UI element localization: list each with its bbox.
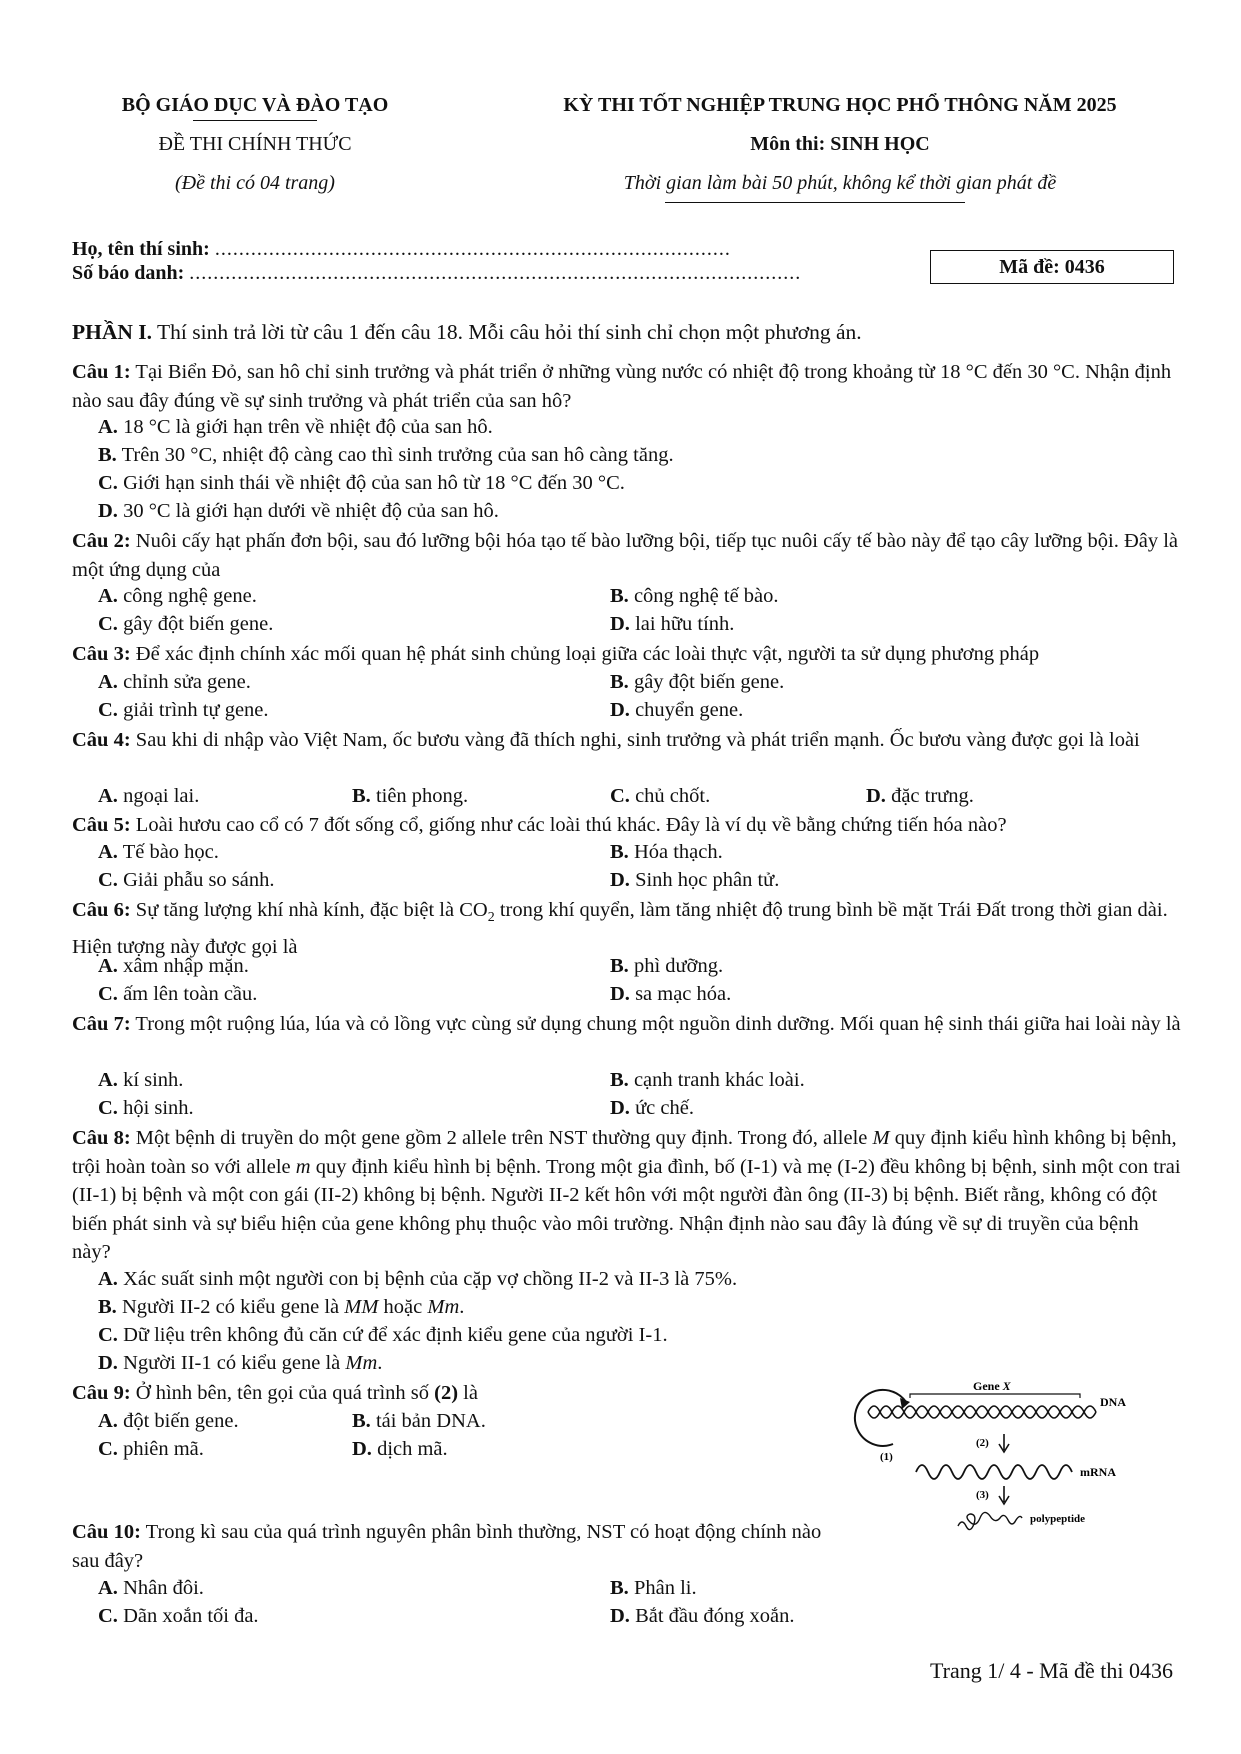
q2-option-b: B. công nghệ tế bào. (610, 585, 779, 607)
mrna-strand (916, 1465, 1072, 1479)
part1-instruction (72, 318, 1182, 347)
question-10 (72, 1518, 832, 1575)
q6-option-b: B. phì dưỡng. (610, 955, 724, 977)
q8-option-d: D. Người II-1 có kiểu gene là Mm. (98, 1352, 383, 1374)
q3-option-d: D. chuyển gene. (610, 699, 744, 721)
q3-option-c: C. giải trình tự gene. (98, 699, 269, 721)
q5-option-d: D. Sinh học phân tử. (610, 869, 780, 891)
q7-option-c: C. hội sinh. (98, 1097, 194, 1119)
question-number: Câu 8: (72, 1127, 131, 1149)
polypeptide-chain (958, 1512, 1022, 1529)
q4-option-a: A. ngoại lai. (98, 785, 200, 807)
question-number: Câu 10: (72, 1521, 141, 1543)
q3-option-a: A. chỉnh sửa gene. (98, 671, 251, 693)
candidate-name-label: Họ, tên thí sinh: (72, 238, 210, 260)
question-text: Trong một ruộng lúa, lúa và cỏ lồng vực cùng sử dụng chung một nguồn dinh dưỡng. Mối quan hệ sinh thái giữa hai loài này là (130, 1013, 1181, 1035)
q9-option-d: D. dịch mã. (352, 1438, 448, 1460)
question-text-cont: trong khí quyển, làm tăng nhiệt độ trung bình bề mặt Trái Đất trong thời gian dài. Hiện tượng này được gọi là (72, 899, 1168, 958)
ministry-name: BỘ GIÁO DỤC VÀ ĐÀO TẠO (121, 94, 389, 116)
q10-option-d: D. Bắt đầu đóng xoắn. (610, 1605, 795, 1627)
process-3-label: (3) (976, 1489, 989, 1501)
question-text: Sự tăng lượng khí nhà kính, đặc biệt là CO (130, 899, 488, 921)
question-number: Câu 1: (72, 361, 131, 383)
question-8: Câu 8: Một bệnh di truyền do một gene gồm 2 allele trên NST thường quy định. Trong đó, allele M quy định kiểu hình không bị bệnh, trội hoàn toàn so với allele m quy định kiểu hình bị bệnh. Trong một gia đình, bố (I-1) và mẹ (I-2) đều không bị bệnh, sinh một con trai (II-1) bị bệnh và một con gái (II-2) không bị bệnh. Người II-2 kết hôn với một người đàn ông (II-3) bị bệnh. Biết rằng, không có đột biến phát sinh và sự biểu hiện của gene không phụ thuộc vào môi trường. Nhận định nào sau đây là đúng về sự di truyền của bệnh này? (72, 1127, 1181, 1263)
q5-option-c: C. Giải phẫu so sánh. (98, 869, 275, 891)
official-label: ĐỀ THI CHÍNH THỨC (158, 133, 352, 155)
gene-expression-figure (848, 1378, 1178, 1548)
translation-arrow (999, 1486, 1009, 1504)
q7-option-b: B. cạnh tranh khác loài. (610, 1069, 805, 1091)
gene-bracket (910, 1394, 1080, 1398)
time-underline (665, 202, 965, 203)
question-4 (72, 726, 1182, 755)
q8-option-a: A. Xác suất sinh một người con bị bệnh của cặp vợ chồng II-2 và II-3 là 75%. (98, 1268, 738, 1290)
question-text: Sau khi di nhập vào Việt Nam, ốc bươu vàng đã thích nghi, sinh trưởng và phát triển mạnh. Ốc bươu vàng được gọi là loài (130, 729, 1140, 751)
part1-label: PHẦN I. (72, 320, 153, 344)
question-2 (72, 527, 1182, 584)
q6-option-d: D. sa mạc hóa. (610, 983, 732, 1005)
q10-option-b: B. Phân li. (610, 1577, 697, 1599)
part1-text: Thí sinh trả lời từ câu 1 đến câu 18. Mỗi câu hỏi thí sinh chỉ chọn một phương án. (152, 320, 862, 344)
q5-option-b: B. Hóa thạch. (610, 841, 723, 863)
candidate-id-dots: ...................................................................................................... (189, 262, 802, 284)
polypeptide-label: polypeptide (1030, 1513, 1086, 1525)
candidate-id-field (72, 262, 801, 285)
candidate-id-label: Số báo danh: (72, 262, 185, 284)
q9-option-c: C. phiên mã. (98, 1438, 204, 1460)
q7-option-a: A. kí sinh. (98, 1069, 184, 1091)
q5-option-a: A. Tế bào học. (98, 841, 219, 863)
exam-time: Thời gian làm bài 50 phút, không kể thời gian phát đề (623, 172, 1057, 194)
question-number: Câu 6: (72, 899, 131, 921)
question-number: Câu 7: (72, 1013, 131, 1035)
question-number: Câu 5: (72, 814, 131, 836)
allele-m: m (295, 1155, 311, 1178)
q4-option-b: B. tiên phong. (352, 785, 469, 807)
process-1-label: (1) (880, 1451, 893, 1463)
question-text: Tại Biển Đỏ, san hô chỉ sinh trưởng và phát triển ở những vùng nước có nhiệt độ trong khoảng từ 18 °C đến 30 °C. Nhận định nào sau đây đúng về sự sinh trưởng và phát triển của san hô? (72, 361, 1172, 412)
q9-option-a: A. đột biến gene. (98, 1410, 239, 1432)
q7-option-d: D. ức chế. (610, 1097, 694, 1119)
q8-option-c: C. Dữ liệu trên không đủ căn cứ để xác định kiểu gene của người I-1. (98, 1324, 668, 1346)
question-number: Câu 3: (72, 643, 131, 665)
q6-option-c: C. ấm lên toàn cầu. (98, 983, 258, 1005)
q1-option-a: A. 18 °C là giới hạn trên về nhiệt độ của san hô. (98, 416, 493, 438)
question-1 (72, 358, 1182, 415)
q6-option-a: A. xâm nhập mặn. (98, 955, 249, 977)
candidate-name-field (72, 238, 731, 261)
pages-note: (Đề thi có 04 trang) (175, 172, 335, 194)
question-text: Để xác định chính xác mối quan hệ phát sinh chủng loại giữa các loài thực vật, người ta sử dụng phương pháp (130, 643, 1040, 665)
q2-option-a: A. công nghệ gene. (98, 585, 257, 607)
q1-option-c: C. Giới hạn sinh thái về nhiệt độ của san hô từ 18 °C đến 30 °C. (98, 472, 625, 494)
question-number: Câu 4: (72, 729, 131, 751)
question-3 (72, 640, 1182, 669)
q2-option-c: C. gây đột biến gene. (98, 613, 274, 635)
exam-code-box: Mã đề: 0436 (930, 250, 1174, 284)
candidate-name-dots: ...................................................................................... (214, 238, 731, 260)
co2-subscript: 2 (487, 910, 495, 926)
q10-option-c: C. Dãn xoắn tối đa. (98, 1605, 259, 1627)
page-footer: Trang 1/ 4 - Mã đề thi 0436 (929, 1658, 1173, 1683)
mrna-label: mRNA (1080, 1465, 1116, 1479)
q9-option-b: B. tái bản DNA. (352, 1410, 486, 1432)
exam-title: KỲ THI TỐT NGHIỆP TRUNG HỌC PHỔ THÔNG NĂM 2025 (563, 94, 1117, 116)
question-9: Câu 9: Ở hình bên, tên gọi của quá trình số (2) là (72, 1382, 478, 1404)
question-number: Câu 2: (72, 530, 131, 552)
q8-option-b: B. Người II-2 có kiểu gene là MM hoặc Mm. (98, 1296, 465, 1318)
q2-option-d: D. lai hữu tính. (610, 613, 735, 635)
allele-M: M (872, 1127, 890, 1149)
subject-title: Môn thi: SINH HỌC (750, 133, 930, 155)
q1-option-d: D. 30 °C là giới hạn dưới về nhiệt độ của san hô. (98, 500, 499, 522)
question-7 (72, 1010, 1182, 1039)
question-5 (72, 811, 1182, 840)
dna-label: DNA (1100, 1395, 1126, 1409)
q4-option-c: C. chủ chốt. (610, 785, 711, 807)
q3-option-b: B. gây đột biến gene. (610, 671, 785, 693)
question-text: Trong kì sau của quá trình nguyên phân bình thường, NST có hoạt động chính nào sau đây? (72, 1521, 822, 1572)
process-2-label: (2) (976, 1437, 989, 1449)
q4-option-d: D. đặc trưng. (866, 785, 974, 807)
question-number: Câu 9: (72, 1382, 131, 1404)
ministry-underline (193, 120, 317, 121)
q1-option-b: B. Trên 30 °C, nhiệt độ càng cao thì sinh trưởng của san hô càng tăng. (98, 444, 674, 466)
transcription-arrow (999, 1434, 1009, 1452)
question-text: Nuôi cấy hạt phấn đơn bội, sau đó lưỡng bội hóa tạo tế bào lưỡng bội, tiếp tục nuôi cấy tế bào này để tạo cây lưỡng bội. Đây là một ứng dụng của (72, 530, 1179, 581)
gene-x-label: Gene X (973, 1379, 1011, 1393)
question-text: Loài hươu cao cổ có 7 đốt sống cổ, giống như các loài thú khác. Đây là ví dụ về bằng chứng tiến hóa nào? (130, 814, 1007, 836)
q10-option-a: A. Nhân đôi. (98, 1577, 204, 1599)
